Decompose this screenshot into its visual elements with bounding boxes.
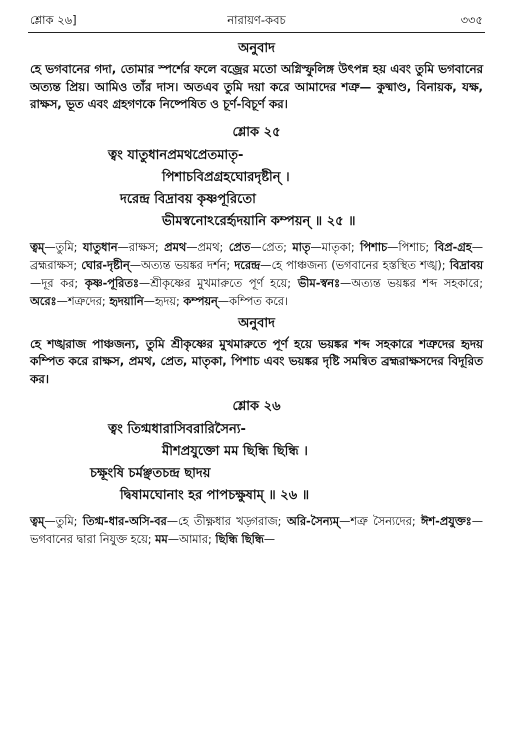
sanskrit-term: ছিন্ধি ছিন্ধি [215,533,264,546]
word-meanings: ত্বম্‌—তুমি; যাতুধান—রাক্ষস; প্রমথ—প্রমথ; প্রেত—প্রেত; মাতৃ—মাতৃকা; পিশাচ—পিশাচ; বিপ্র-গ্রহ—ব্রহ্মরাক্ষস; ঘোর-দৃষ্টীন্‌—অত্যন্ত ভয়ঙ্কর দর্শন; দরেন্দ্র—হে পাঞ্চজন্য (ভগবানের হস্তস্থিত শঙ্খ); বিদ্রাবয়—দূর কর; কৃষ্ণ-পূরিতঃ—শ্রীকৃষ্ণের মুখমারুতে পূর্ণ হয়ে; ভীম-স্বনঃ—অত্যন্ত ভয়ঙ্কর শব্দ সহকারে; অরেঃ—শত্রুদের; হৃদয়ানি—হৃদয়; কম্পয়ন্‌—কম্পিত করে। [30,240,484,308]
word-meanings: ত্বম্‌—তুমি; তিগ্ম-ধার-অসি-বর—হে তীক্ষ্ণধার খড়্গরাজ; অরি-সৈন্যম্‌—শত্রু সৈন্যদের; ঈশ-প্রযুক্তঃ—ভগবানের দ্বারা নিযুক্ত হয়ে; মম—আমার; ছিন্ধি ছিন্ধি— [30,515,483,546]
term-meaning: হে তীক্ষ্ণধার খড়্গরাজ [178,515,278,528]
chapter-verse-ref: শ্লোক ২৬] [30,13,77,27]
sanskrit-term: কম্পয়ন্‌ [183,294,218,308]
term-meaning: ব্রহ্মরাক্ষস [30,258,74,272]
sanskrit-term: বিদ্রাবয় [449,258,484,272]
sanskrit-term: ত্বম্‌ [30,240,45,254]
sanskrit-term: অরি-সৈন্যম্‌ [286,515,340,528]
translation-heading: অনুবাদ [238,315,275,331]
verse-line: চক্ষূংষি চর্মঞ্ছতচন্দ্র ছাদয় [90,466,211,481]
verse-heading: শ্লোক ২৬ [232,399,281,414]
sanskrit-term: কৃষ্ণ-পূরিতঃ [84,276,139,290]
sanskrit-term: তিগ্ম-ধার-অসি-বর [82,515,167,528]
page-content [30,40,483,553]
term-meaning: শত্রু সৈন্যদের [350,515,412,528]
verse-line: দরেন্দ্র বিদ্রাবয় কৃষ্ণপূরিতো [120,191,256,207]
verse-line: পিশাচবিপ্রগ্রহঘোরদৃষ্টীন্‌ । [162,169,290,185]
term-meaning: অত্যন্ত ভয়ঙ্কর দর্শন [141,258,227,272]
translation-text: হে শঙ্খরাজ পাঞ্চজন্য, তুমি শ্রীকৃষ্ণের মুখমারুতে পূর্ণ হয়ে ভয়ঙ্কর শব্দ সহকারে শত্রুদের হৃদয় কম্পিত করে রাক্ষস, প্রমথ, প্রেত, মাতৃকা, পিশাচ এবং ভয়ঙ্কর দৃষ্টি সমন্বিত ব্রহ্মরাক্ষসদের বিদূরিত কর। [30,336,483,386]
sanskrit-term: মম [155,533,168,546]
term-meaning: পিশাচ [398,240,426,254]
sanskrit-term: ঈশ-প্রযুক্তঃ [421,515,472,528]
verse-line: ত্বং তিগ্মধারাসিবরারিসৈন্য- [108,422,246,437]
term-meaning: হৃদয় [154,294,176,308]
translation-heading: অনুবাদ [238,41,275,56]
term-meaning: ভগবানের দ্বারা নিযুক্ত হয়ে [30,533,148,546]
term-meaning: কম্পিত করে। [229,294,289,308]
term-meaning: আমার [178,533,208,546]
verse-text [30,145,483,233]
term-meaning: রাক্ষস [128,240,155,254]
term-meaning: দূর কর [41,276,75,290]
sanskrit-term: হৃদয়ানি [109,294,144,308]
verse-heading: শ্লোক ২৫ [232,124,281,140]
term-meaning: শ্রীকৃষ্ণের মুখমারুতে পূর্ণ হয়ে [150,276,288,290]
term-meaning: প্রমথ [197,240,220,254]
sanskrit-term: অরেঃ [30,294,57,308]
header-rule [28,32,485,33]
chapter-title: নারায়ণ-কবচ [227,13,286,27]
sanskrit-term: বিপ্র-গ্রহ [434,240,472,254]
sanskrit-term: পিশাচ [360,240,388,254]
sanskrit-term: ঘোর-দৃষ্টীন্‌ [81,258,130,272]
term-meaning: মাতৃকা [321,240,351,254]
term-meaning: তুমি [55,515,74,528]
verse-text [30,419,483,507]
verse-line: মীশপ্রযুক্তো মম ছিন্ধি ছিন্ধি । [162,444,308,459]
sanskrit-term: প্রেত [228,240,251,254]
verse-line: দ্বিষামঘোনাং হর পাপচক্ষুষাম্‌ ॥ ২৬ ॥ [120,488,310,503]
term-meaning: তুমি [55,240,74,254]
sanskrit-term: মাতৃ [292,240,311,254]
verse-line: ভীমস্বনোঽরের্হৃদয়ানি কম্পয়ন্‌ ॥ ২৫ ॥ [162,213,356,229]
sanskrit-term: ত্বম্‌ [30,515,45,528]
sanskrit-term: প্রমথ [164,240,187,254]
term-meaning: হে পাঞ্চজন্য (ভগবানের হস্তস্থিত শঙ্খ) [271,258,442,272]
sanskrit-term: ভীম-স্বনঃ [297,276,341,290]
term-meaning: প্রেত [261,240,284,254]
term-meaning: শত্রুদের [67,294,102,308]
sanskrit-term: যাতুধান [82,240,118,254]
translation-text: হে ভগবানের গদা, তোমার স্পর্শের ফলে বজ্রের মতো অগ্নিস্ফুলিঙ্গ উৎপন্ন হয় এবং তুমি ভগবানের অত্যন্ত প্রিয়। আমিও তাঁর দাস। অতএব তুমি দয়া করে আমাদের শত্রু— কুষ্মাণ্ড, বিনায়ক, যক্ষ, রাক্ষস, ভূত এবং গ্রহগণকে নিষ্পেষিত ও চূর্ণ-বিচূর্ণ কর। [30,62,483,111]
term-meaning: অত্যন্ত ভয়ঙ্কর শব্দ সহকারে [351,276,480,290]
verse-line: ত্বং যাতুধানপ্রমথপ্রেতমাতৃ- [108,147,244,163]
page-number: ৩৩৫ [460,13,483,27]
sanskrit-term: দরেন্দ্র [234,258,261,272]
